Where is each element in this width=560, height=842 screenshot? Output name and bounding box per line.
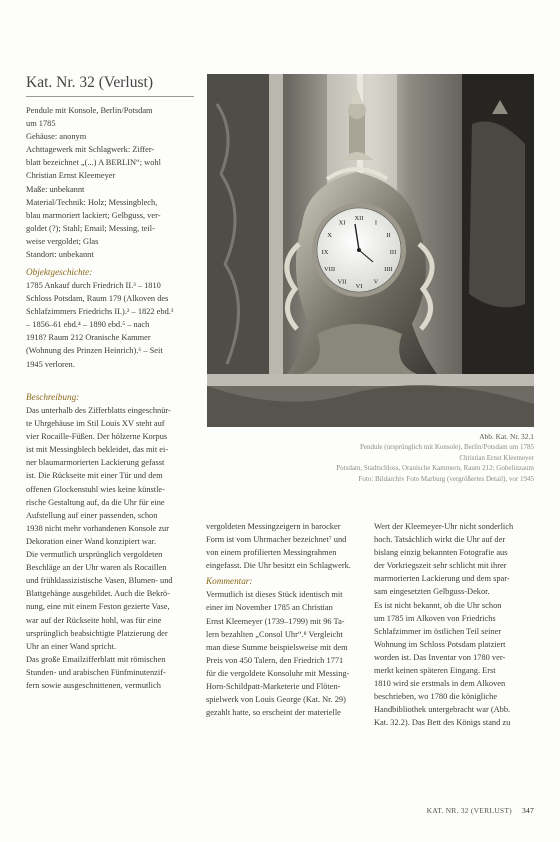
body-line: bislang einzig bekannten Fotografie aus — [374, 548, 508, 558]
meta-line: Maße: unbekannt — [26, 184, 85, 194]
description-line: Dekoration einer Wand konzipiert war. — [26, 536, 157, 546]
description-line: Das große Emailzifferblatt mit römischen — [26, 654, 166, 664]
body-line: beschrieben, wo 1780 die königliche — [374, 692, 498, 702]
body-line: für die vergoldete Konsoluhr mit Messing- — [206, 668, 350, 678]
description-line: ist mit Messingblech bekleidet, das mit ei- — [26, 445, 169, 455]
clock-numeral: V — [373, 278, 379, 286]
meta-line: um 1785 — [26, 119, 56, 129]
description-line: Blattgehänge ausgebildet. Auch die Bekrö- — [26, 589, 170, 599]
meta-line: Gehäuse: anonym — [26, 132, 87, 142]
body-line: man diese Summe beispielsweise mit dem — [206, 642, 348, 652]
caption-line: Pendule (ursprünglich mit Konsole), Berlin/Potsdam um 1785 — [359, 443, 534, 452]
body-line: der Vorkriegszeit sehr schlicht mit ihrer — [374, 561, 507, 571]
title-rule — [26, 96, 194, 97]
description-line: Das unterhalb des Zifferblatts eingeschnür- — [26, 406, 171, 415]
clock-photo-illustration — [207, 74, 534, 427]
clock-numeral: XI — [338, 219, 346, 227]
clock-numeral: II — [386, 232, 391, 239]
meta-line: weise vergoldet; Glas — [26, 236, 99, 246]
body-line: von einem profilierten Messingrahmen — [206, 548, 337, 558]
body-line: worden ist. Das Inventar von 1780 ver- — [374, 652, 506, 662]
caption-line: Christian Ernst Kleemeyer — [459, 453, 534, 462]
history-line: (Wohnung des Prinzen Heinrich).⁶ – Seit — [26, 346, 163, 356]
meta-line: goldet (?); Stahl; Email; Messing, teil- — [26, 223, 155, 233]
description-line: Beschläge an der Uhr waren als Rocaillen — [26, 563, 167, 573]
description-line: ursprünglich beabsichtigte Platzierung der — [26, 628, 168, 638]
catalog-title: Kat. Nr. 32 (Verlust) — [26, 74, 153, 91]
objektgeschichte-heading: Objektgeschichte: — [26, 267, 93, 277]
column-three — [374, 520, 536, 730]
meta-line: Pendule mit Konsole, Berlin/Potsdam — [26, 106, 153, 115]
body-line: Preis von 450 Talern, den Friedrich 1771 — [206, 655, 344, 665]
body-line: vergoldeten Messingzeigern in barocker — [206, 522, 341, 531]
description-line: 1938 nicht mehr vorhandenen Konsole zur — [26, 523, 170, 533]
kommentar-heading: Kommentar: — [206, 576, 253, 587]
column-two — [206, 520, 366, 719]
body-line: um 1785 im Alkoven von Friedrichs — [374, 613, 496, 623]
clock-photograph — [207, 74, 534, 427]
body-line: Es ist nicht bekannt, ob die Uhr schon — [374, 600, 502, 610]
description-line: Aufstellung auf einer passenden, schon — [26, 510, 158, 520]
running-head: KAT. NR. 32 (VERLUST) — [426, 806, 512, 815]
history-line: 1918? Raum 212 Oranische Kammer — [26, 333, 151, 343]
clock-numeral: III — [389, 249, 397, 256]
body-line: lern bezahlten „Consol Uhr“.⁸ Vergleicht — [206, 629, 343, 639]
page-number: 347 — [522, 806, 534, 815]
description-line: nung, eine mit einem Feston gezierte Vase, — [26, 602, 170, 612]
body-line: spielwerk von Louis George (Kat. Nr. 29) — [206, 695, 346, 705]
description-line: te Uhrgehäuse im Stil Louis XV steht auf — [26, 419, 165, 429]
meta-line: Material/Technik: Holz; Messingblech, — [26, 197, 158, 207]
meta-line: blatt bezeichnet „(...) A BERLIN“; wohl — [26, 158, 161, 168]
body-line: merkt keinen späteren Eingang. Erst — [374, 666, 496, 676]
caption-figure-number: Abb. Kat. Nr. 32.1 — [479, 432, 534, 441]
clock-numeral: IIII — [384, 266, 393, 273]
objektgeschichte-section — [26, 266, 198, 371]
history-line: Schloss Potsdam, Raum 179 (Alkoven des — [26, 294, 169, 304]
body-line: 1810 wird sie erstmals in dem Alkoven — [374, 679, 506, 689]
body-line: Horn-Schildpatt-Marketerie und Flöten- — [206, 682, 341, 692]
photo-caption — [336, 432, 534, 484]
meta-line: blau marmoriert lackiert; Gelbguss, ver- — [26, 210, 161, 220]
description-line: Stunden- und arabischen Fünfminutenzif- — [26, 667, 166, 677]
body-line: hoch. Tatsächlich wirkt die Uhr auf der — [374, 535, 506, 545]
body-line: eingefasst. Die Uhr besitzt ein Schlagwerk. — [206, 561, 351, 571]
body-line: sam eingesetzten Gelbguss-Dekor. — [374, 587, 490, 597]
body-line: Ernst Kleemeyer (1739–1799) mit 96 Ta- — [206, 616, 345, 626]
beschreibung-heading: Beschreibung: — [26, 392, 80, 402]
history-line: Schlafzimmers Friedrichs II.).² – 1822 ebd.³ — [26, 307, 174, 317]
description-line: rische Gestaltung auf, da die Uhr für eine — [26, 497, 165, 507]
body-line: marmorierten Lackierung und dem spar- — [374, 574, 510, 584]
description-line: Die vermutlich ursprünglich vergoldeten — [26, 550, 163, 560]
caption-line: Foto: Bildarchiv Foto Marburg (vergrößertes Detail), vor 1945 — [358, 474, 534, 483]
body-line: Kat. 32.2). Das Bett des Königs stand zu — [374, 718, 511, 728]
description-line: vier Rocaille-Füßen. Der hölzerne Korpus — [26, 432, 168, 442]
body-line: Handbibliothek untergebracht war (Abb. — [374, 705, 511, 715]
meta-line: Christian Ernst Kleemeyer — [26, 171, 116, 181]
clock-numeral: VII — [337, 278, 347, 286]
body-line: Form ist vom Uhrmacher bezeichnet⁷ und — [206, 535, 347, 545]
history-line: 1785 Ankauf durch Friedrich II.³ – 1810 — [26, 281, 161, 290]
description-line: ner blaumarmorierten Lackierung gefasst — [26, 458, 165, 468]
body-line: Schlafzimmer im östlichen Teil seiner — [374, 626, 502, 636]
clock-numeral: VIII — [323, 266, 336, 273]
meta-line: Standort: unbekannt — [26, 250, 94, 260]
meta-line: Achttagewerk mit Schlagwerk: Ziffer- — [26, 145, 155, 155]
description-line: Uhr an einer Wand spricht. — [26, 641, 117, 651]
history-line: – 1856–61 ebd.⁴ – 1890 ebd.⁵ – nach — [26, 320, 150, 330]
caption-line: Potsdam, Stadtschloss, Oranische Kammern, Raum 212: Gobelinzaum — [336, 464, 534, 473]
description-line: war auf der Rückseite hohl, was für eine — [26, 615, 162, 625]
history-line: 1945 verloren. — [26, 359, 75, 369]
body-line: Vermutlich ist dieses Stück identisch mit — [206, 590, 343, 600]
description-line: ist. Die Rückseite mit einer Tür und dem — [26, 471, 163, 481]
clock-numeral: IX — [321, 249, 329, 256]
page-footer — [427, 806, 534, 815]
description-line: und frühklassizistische Vasen, Blumen- und — [26, 576, 173, 586]
clock-numeral: X — [327, 232, 332, 239]
body-line: gezahlt hatte, so erscheint der materielle — [206, 708, 341, 718]
description-line: fern sowie ausgeschnittenen, vermutlich — [26, 680, 161, 690]
clock-numeral: VI — [355, 283, 363, 290]
body-line: Wert der Kleemeyer-Uhr nicht sonderlich — [374, 522, 514, 531]
description-line: offenen Glockenstuhl wies keine künstle- — [26, 484, 165, 494]
body-line: Wohnung im Schloss Potsdam platziert — [374, 639, 506, 649]
clock-numeral: I — [374, 219, 378, 227]
body-line: einer im November 1785 an Christian — [206, 603, 333, 613]
clock-numeral: XII — [354, 215, 364, 222]
beschreibung-section — [26, 391, 198, 692]
object-meta — [26, 104, 196, 261]
